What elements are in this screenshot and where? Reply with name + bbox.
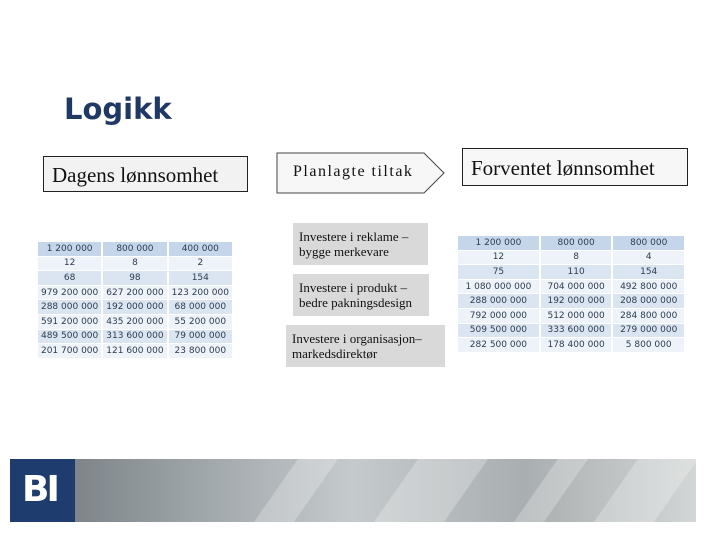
table-cell: 704 000 000 [540,279,613,294]
table-cell: 154 [168,271,233,286]
table-cell: 123 200 000 [168,285,233,300]
table-cell: 288 000 000 [38,300,102,315]
expected-profitability-box [462,148,688,186]
table-row [458,279,685,294]
table-cell: 435 200 000 [102,314,167,329]
table-cell: 282 500 000 [458,338,540,353]
table-row [38,329,233,344]
table-cell: 979 200 000 [38,285,102,300]
table-cell: 12 [38,256,102,271]
table-cell: 98 [102,271,167,286]
table-cell: 279 000 000 [612,323,685,338]
table-cell: 512 000 000 [540,308,613,323]
table-cell: 313 600 000 [102,329,167,344]
table-cell: 8 [540,250,613,265]
current-profitability-box [43,156,248,192]
table-cell: 79 000 000 [168,329,233,344]
table-cell: 201 700 000 [38,344,102,359]
table-cell: 12 [458,250,540,265]
table-cell: 178 400 000 [540,338,613,353]
table-row [38,271,233,286]
current-profitability-label: Dagens lønnsomhet [52,163,219,187]
table-cell: 284 800 000 [612,308,685,323]
table-row [38,256,233,271]
planned-actions-arrow [276,152,446,194]
table-cell: 75 [458,265,540,280]
table-row [38,242,233,256]
table-cell: 1 200 000 [38,242,102,256]
table-cell: 333 600 000 [540,323,613,338]
table-cell: 288 000 000 [458,294,540,309]
table-row [38,300,233,315]
table-row [458,265,685,280]
table-cell: 23 800 000 [168,344,233,359]
table-cell: 192 000 000 [540,294,613,309]
action-advertising [293,223,428,265]
action-product [293,274,429,316]
table-cell: 1 080 000 000 [458,279,540,294]
table-cell: 110 [540,265,613,280]
expected-figures-table [458,236,686,353]
table-cell: 68 000 000 [168,300,233,315]
table-cell: 208 000 000 [612,294,685,309]
table-cell: 154 [612,265,685,280]
current-figures-table [38,242,234,359]
table-row [38,285,233,300]
table-row [458,250,685,265]
table-row [458,308,685,323]
table-cell: 800 000 [540,236,613,250]
action-organisation [286,325,445,367]
table-cell: 509 500 000 [458,323,540,338]
action-product-text: Investere i produkt – bedre pakningsdesign [299,280,413,310]
table-cell: 492 800 000 [612,279,685,294]
table-cell: 1 200 000 [458,236,540,250]
table-cell: 591 200 000 [38,314,102,329]
bi-logo-text: BI [22,469,57,510]
table-row [38,314,233,329]
planned-actions-label: Planlagte tiltak [293,163,414,180]
table-cell: 5 800 000 [612,338,685,353]
table-row [458,236,685,250]
expected-profitability-label: Forventet lønnsomhet [471,156,655,180]
table-cell: 627 200 000 [102,285,167,300]
action-advertising-text: Investere i reklame – bygge merkevare [299,229,409,259]
bi-logo [10,459,75,522]
table-cell: 792 000 000 [458,308,540,323]
table-row [38,344,233,359]
table-cell: 121 600 000 [102,344,167,359]
table-cell: 489 500 000 [38,329,102,344]
table-cell: 800 000 [102,242,167,256]
table-row [458,338,685,353]
slide-title: Logikk [64,92,172,126]
table-cell: 800 000 [612,236,685,250]
table-row [458,323,685,338]
table-cell: 192 000 000 [102,300,167,315]
table-cell: 8 [102,256,167,271]
table-cell: 55 200 000 [168,314,233,329]
footer-banner [10,459,696,522]
table-cell: 4 [612,250,685,265]
table-row [458,294,685,309]
table-cell: 2 [168,256,233,271]
table-cell: 68 [38,271,102,286]
action-organisation-text: Investere i organisasjon– markedsdirektør [292,331,422,361]
table-cell: 400 000 [168,242,233,256]
